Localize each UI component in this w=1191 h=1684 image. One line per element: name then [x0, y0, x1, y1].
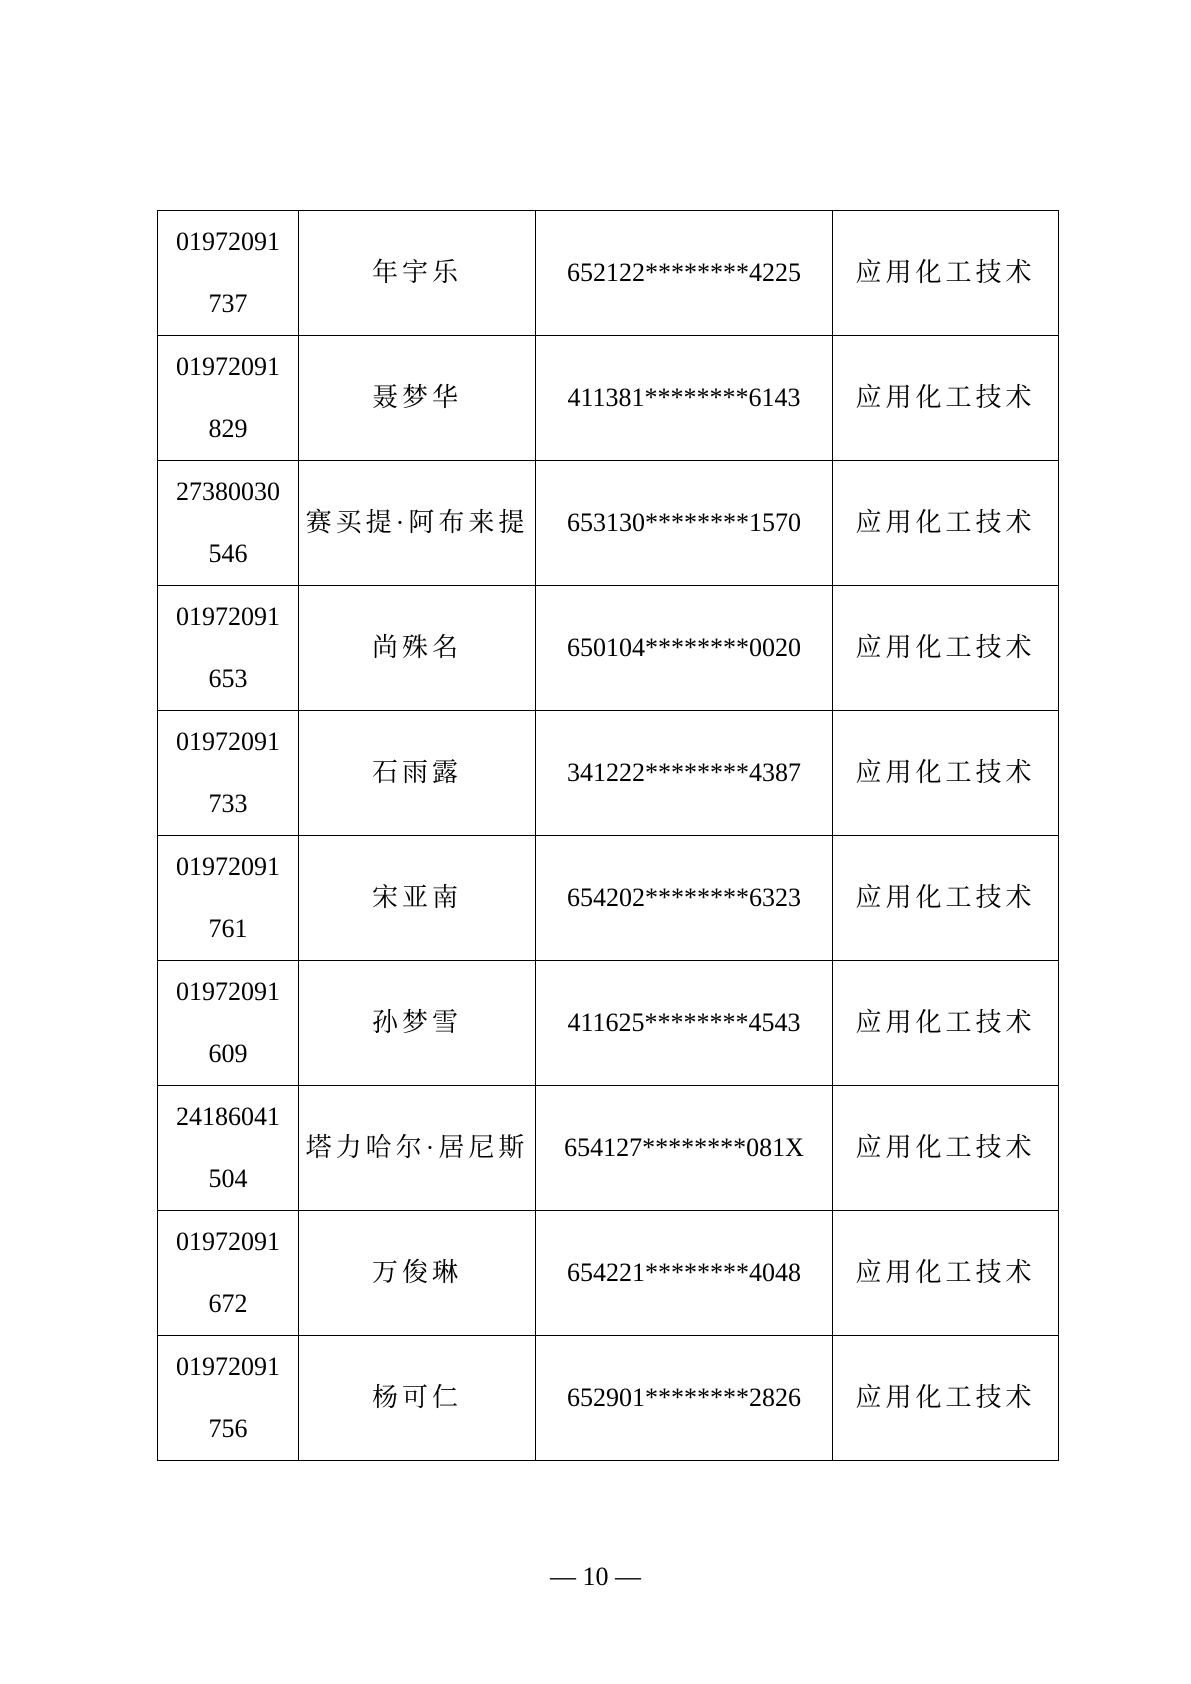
student-name-cell: 赛买提·阿布来提	[299, 461, 536, 586]
student-id-line2: 829	[208, 414, 248, 443]
student-id-line1: 01972091	[176, 852, 280, 881]
student-id-line1: 01972091	[176, 977, 280, 1006]
student-id-line1: 01972091	[176, 602, 280, 631]
student-id-line1: 24186041	[176, 1102, 280, 1131]
student-id-line1: 01972091	[176, 227, 280, 256]
major-cell: 应用化工技术	[833, 586, 1059, 711]
student-name-cell: 孙梦雪	[299, 961, 536, 1086]
id-card-cell: 411625********4543	[536, 961, 833, 1086]
student-id-cell	[158, 1086, 299, 1211]
id-card-cell: 654127********081X	[536, 1086, 833, 1211]
student-id-line2: 761	[208, 914, 248, 943]
student-id-cell	[158, 1336, 299, 1461]
student-id-cell	[158, 1211, 299, 1336]
major-cell: 应用化工技术	[833, 1336, 1059, 1461]
id-card-cell: 652122********4225	[536, 211, 833, 336]
id-card-cell: 650104********0020	[536, 586, 833, 711]
major-cell: 应用化工技术	[833, 211, 1059, 336]
student-id-line1: 01972091	[176, 352, 280, 381]
student-id-cell	[158, 461, 299, 586]
page-number: — 10 —	[550, 1562, 641, 1591]
student-roster-table	[157, 210, 1059, 1461]
student-name-cell: 年宇乐	[299, 211, 536, 336]
student-id-cell	[158, 586, 299, 711]
major-cell: 应用化工技术	[833, 336, 1059, 461]
major-cell: 应用化工技术	[833, 461, 1059, 586]
id-card-cell: 653130********1570	[536, 461, 833, 586]
table-row	[158, 586, 1059, 711]
major-cell: 应用化工技术	[833, 961, 1059, 1086]
student-name-cell: 石雨露	[299, 711, 536, 836]
student-id-line1: 01972091	[176, 1227, 280, 1256]
major-cell: 应用化工技术	[833, 1086, 1059, 1211]
student-name-cell: 聂梦华	[299, 336, 536, 461]
student-id-line2: 733	[208, 789, 248, 818]
student-id-line1: 01972091	[176, 727, 280, 756]
table-row	[158, 1336, 1059, 1461]
major-cell: 应用化工技术	[833, 1211, 1059, 1336]
student-id-cell	[158, 336, 299, 461]
table-row	[158, 211, 1059, 336]
student-id-line2: 609	[208, 1039, 248, 1068]
id-card-cell: 341222********4387	[536, 711, 833, 836]
student-name-cell: 宋亚南	[299, 836, 536, 961]
table-row	[158, 336, 1059, 461]
table-row	[158, 461, 1059, 586]
student-id-line2: 653	[208, 664, 248, 693]
student-name-cell: 塔力哈尔·居尼斯	[299, 1086, 536, 1211]
student-id-line2: 737	[208, 289, 248, 318]
student-id-cell	[158, 711, 299, 836]
student-id-line1: 27380030	[176, 477, 280, 506]
table-row	[158, 1086, 1059, 1211]
student-id-cell	[158, 836, 299, 961]
student-id-line1: 01972091	[176, 1352, 280, 1381]
student-id-line2: 546	[208, 539, 248, 568]
table-row	[158, 1211, 1059, 1336]
student-name-cell: 杨可仁	[299, 1336, 536, 1461]
major-cell: 应用化工技术	[833, 711, 1059, 836]
id-card-cell: 654202********6323	[536, 836, 833, 961]
student-id-line2: 672	[208, 1289, 248, 1318]
table-row	[158, 836, 1059, 961]
major-cell: 应用化工技术	[833, 836, 1059, 961]
id-card-cell: 652901********2826	[536, 1336, 833, 1461]
student-id-line2: 756	[208, 1414, 248, 1443]
student-id-line2: 504	[208, 1164, 248, 1193]
student-name-cell: 万俊琳	[299, 1211, 536, 1336]
table-row	[158, 711, 1059, 836]
student-id-cell	[158, 961, 299, 1086]
id-card-cell: 654221********4048	[536, 1211, 833, 1336]
student-name-cell: 尚殊名	[299, 586, 536, 711]
table-row	[158, 961, 1059, 1086]
student-id-cell	[158, 211, 299, 336]
id-card-cell: 411381********6143	[536, 336, 833, 461]
